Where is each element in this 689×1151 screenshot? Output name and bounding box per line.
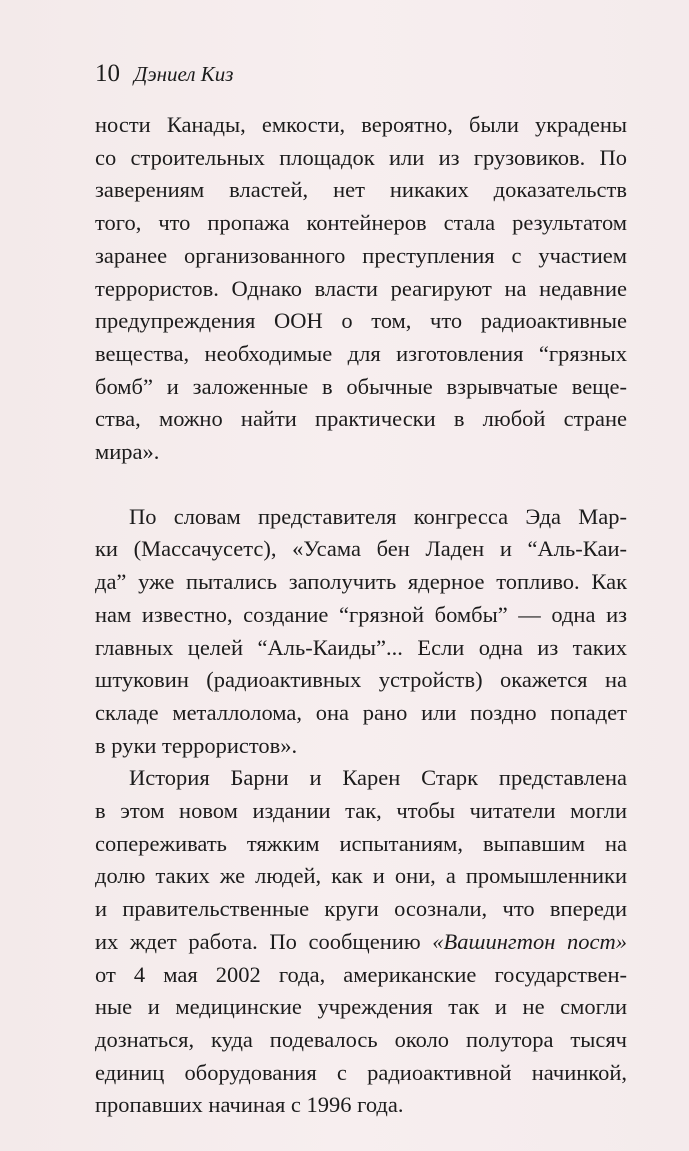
newspaper-title: «Вашингтон пост»: [432, 928, 627, 954]
text-line: пропавших начиная с 1996 года.: [95, 1092, 404, 1118]
paragraph-3: [95, 762, 627, 1122]
text-line: штуковин (радиоактивных устройств) окажется на: [95, 667, 627, 693]
text-line: складе металлолома, она рано или поздно попадет: [95, 699, 627, 725]
text-line: заранее организованного преступления с участием: [95, 242, 627, 268]
paragraph-2: [95, 501, 627, 763]
text-line: дознаться, куда подевалось около полутора тысяч: [95, 1026, 627, 1052]
text-line: предупреждения ООН о том, что радиоактивные: [95, 308, 627, 334]
page-header: [95, 60, 233, 92]
text-line: нам известно, создание “грязной бомбы” — одна из: [95, 601, 627, 627]
text-line: долю таких же людей, как и они, а промышленники: [95, 863, 627, 889]
text-line: в руки террористов».: [95, 732, 298, 758]
text-line: единиц оборудования с радиоактивной начинкой,: [95, 1059, 627, 1085]
text-line: ные и медицинские учреждения так и не смогли: [95, 994, 627, 1020]
text-line: ства, можно найти практически в любой стране: [95, 406, 627, 432]
text-line: ки (Массачусетс), «Усама бен Ладен и “Аль-Каи-: [95, 536, 627, 562]
text-line: в этом новом издании так, чтобы читатели могли: [95, 798, 627, 824]
text-line-with-source: [95, 926, 627, 959]
text-line: ности Канады, емкости, вероятно, были украдены: [95, 112, 627, 137]
text-line: от 4 мая 2002 года, американские государствен-: [95, 961, 627, 987]
text-line: По словам представителя конгресса Эда Мар-: [129, 503, 627, 529]
text-line: того, что пропажа контейнеров стала результатом: [95, 210, 627, 236]
text-line: мира».: [95, 439, 160, 465]
text-line: История Барни и Карен Старк представлена: [129, 765, 627, 791]
text-line: да” уже пытались заполучить ядерное топливо. Как: [95, 569, 627, 595]
text-line: заверениям властей, нет никаких доказательств: [95, 177, 627, 203]
text-line: вещества, необходимые для изготовления “грязных: [95, 340, 627, 366]
text-line: сопереживать тяжким испытаниям, выпавшим на: [95, 830, 627, 856]
text-line: главных целей “Аль-Каиды”... Если одна из таких: [95, 634, 627, 660]
text-line: террористов. Однако власти реагируют на недавние: [95, 275, 627, 301]
text-line: бомб” и заложенные в обычные взрывчатые веще-: [95, 373, 627, 399]
body-text: [95, 109, 627, 1122]
text-line: их ждет работа. По сообщению: [95, 928, 433, 954]
text-line: и правительственные круги осознали, что впереди: [95, 896, 627, 922]
page-number: 10: [95, 60, 120, 87]
running-head-author: Дэниел Киз: [134, 62, 234, 86]
paragraph-1: [95, 109, 627, 469]
text-line: со строительных площадок или из грузовиков. По: [95, 144, 627, 170]
